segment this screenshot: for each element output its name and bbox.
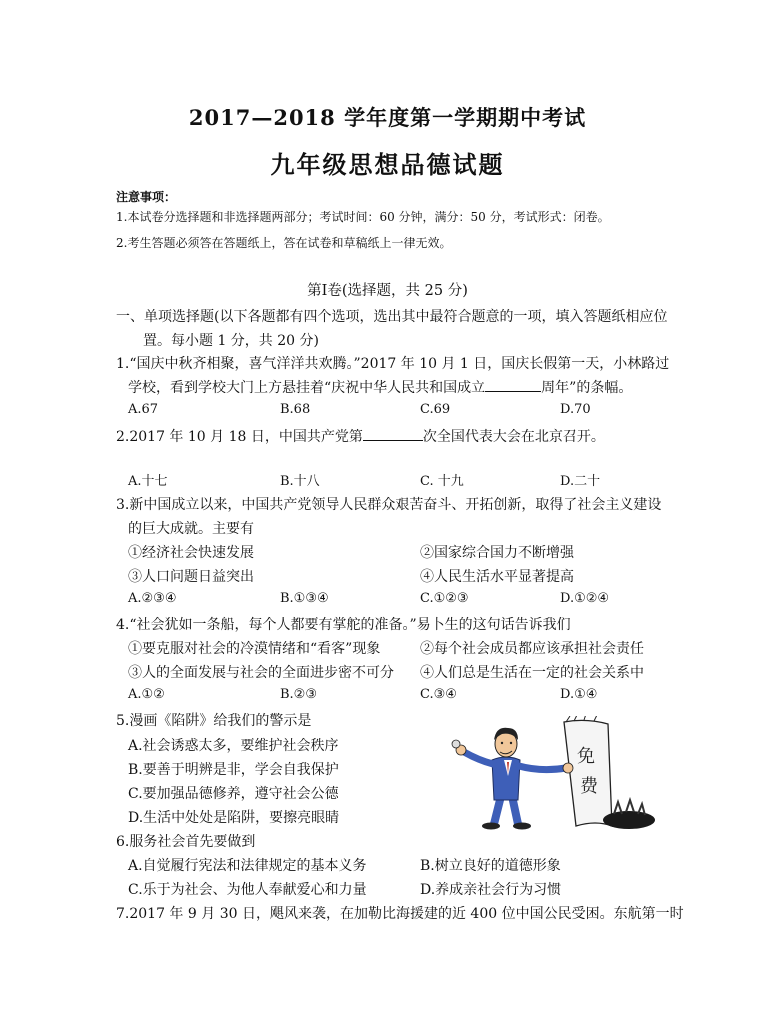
question-5-option-a: A.社会诱惑太多，要维护社会秩序 <box>128 738 339 754</box>
question-1-text-part: 周年”的条幅。 <box>541 380 633 396</box>
question-4-option-c: C.③④ <box>420 687 457 702</box>
question-5-option-b: B.要善于明辨是非，学会自我保护 <box>128 762 339 778</box>
question-6-option-b: B.树立良好的道德形象 <box>420 858 561 874</box>
question-2-option-d: D.二十 <box>560 474 601 489</box>
question-4-item: ③人的全面发展与社会的全面进步密不可分 <box>128 665 394 681</box>
question-5-option-d: D.生活中处处是陷阱，要擦亮眼睛 <box>128 810 340 826</box>
question-2-option-a: A.十七 <box>128 474 168 489</box>
question-5-text: 5.漫画《陷阱》给我们的警示是 <box>116 713 312 729</box>
question-4-item: ④人们总是生活在一定的社会关系中 <box>420 665 644 681</box>
question-2-option-c: C. 十九 <box>420 474 464 489</box>
question-3-item: ④人民生活水平显著提高 <box>420 569 574 585</box>
question-1-option-a: A.67 <box>128 402 159 417</box>
note-item: 1.本试卷分选择题和非选择题两部分；考试时间：60 分钟，满分：50 分，考试形式：闭卷。 <box>116 210 610 224</box>
question-2-option-b: B.十八 <box>280 474 320 489</box>
question-6-option-a: A.自觉履行宪法和法律规定的基本义务 <box>128 858 367 874</box>
question-1-text-cont <box>128 377 632 397</box>
question-3-text: 3.新中国成立以来，中国共产党领导人民群众艰苦奋斗、开拓创新，取得了社会主义建设 <box>116 497 662 513</box>
section-title: 第Ⅰ卷(选择题，共 25 分) <box>307 283 468 299</box>
question-4-item: ①要克服对社会的冷漠情绪和“看客”现象 <box>128 641 381 657</box>
question-4-option-d: D.①④ <box>560 687 598 702</box>
question-3-option-a: A.②③④ <box>128 591 177 606</box>
question-2-text-part: 2.2017 年 10 月 18 日，中国共产党第 <box>116 429 363 445</box>
note-item: 2.考生答题必须答在答题纸上，答在试卷和草稿纸上一律无效。 <box>116 236 452 250</box>
question-1-option-c: C.69 <box>420 402 451 417</box>
question-3-option-b: B.①③④ <box>280 591 329 606</box>
exam-subtitle: 九年级思想品德试题 <box>270 150 505 179</box>
question-1-option-b: B.68 <box>280 402 311 417</box>
question-3-option-c: C.①②③ <box>420 591 469 606</box>
cartoon-banner-char-1: 免 <box>577 746 595 767</box>
question-4-text: 4.“社会犹如一条船，每个人都要有掌舵的准备。”易卜生的这句话告诉我们 <box>116 617 571 633</box>
question-4-option-a: A.①② <box>128 687 165 702</box>
answer-blank <box>485 379 541 392</box>
answer-blank <box>363 428 423 441</box>
question-2-text-part: 次全国代表大会在北京召开。 <box>422 429 605 445</box>
question-4-item: ②每个社会成员都应该承担社会责任 <box>420 641 644 657</box>
cartoon-banner-char-2: 费 <box>580 776 598 797</box>
question-1-text: 1.“国庆中秋齐相聚，喜气洋洋共欢腾。”2017 年 10 月 1 日，国庆长假第一天，小林路过 <box>116 356 670 372</box>
question-3-item: ①经济社会快速发展 <box>128 545 254 561</box>
question-4-option-b: B.②③ <box>280 687 317 702</box>
question-6-option-d: D.养成亲社会行为习惯 <box>420 882 562 898</box>
question-3-text-cont: 的巨大成就。主要有 <box>128 521 254 537</box>
notes-heading: 注意事项： <box>116 190 177 204</box>
question-5-option-c: C.要加强品德修养，遵守社会公德 <box>128 786 339 802</box>
question-2-text <box>116 426 605 446</box>
question-6-text: 6.服务社会首先要做到 <box>116 834 256 850</box>
question-1-text-part: 学校，看到学校大门上方悬挂着“庆祝中华人民共和国成立 <box>128 380 486 396</box>
exam-title: 2017—2018 学年度第一学期期中考试 <box>188 105 587 130</box>
question-3-item: ③人口问题日益突出 <box>128 569 254 585</box>
question-7-text: 7.2017 年 9 月 30 日，飓风来袭，在加勒比海援建的近 400 位中国公民受困。东航第一时 <box>116 906 684 922</box>
part-instruction-cont: 置。每小题 1 分，共 20 分) <box>143 333 319 349</box>
part-instruction: 一、单项选择题(以下各题都有四个选项，选出其中最符合题意的一项，填入答题纸相应位 <box>116 309 668 325</box>
question-3-option-d: D.①②④ <box>560 591 610 606</box>
trap-cartoon-icon <box>446 716 660 834</box>
question-3-item: ②国家综合国力不断增强 <box>420 545 574 561</box>
question-1-option-d: D.70 <box>560 402 591 417</box>
question-6-option-c: C.乐于为社会、为他人奉献爱心和力量 <box>128 882 367 898</box>
